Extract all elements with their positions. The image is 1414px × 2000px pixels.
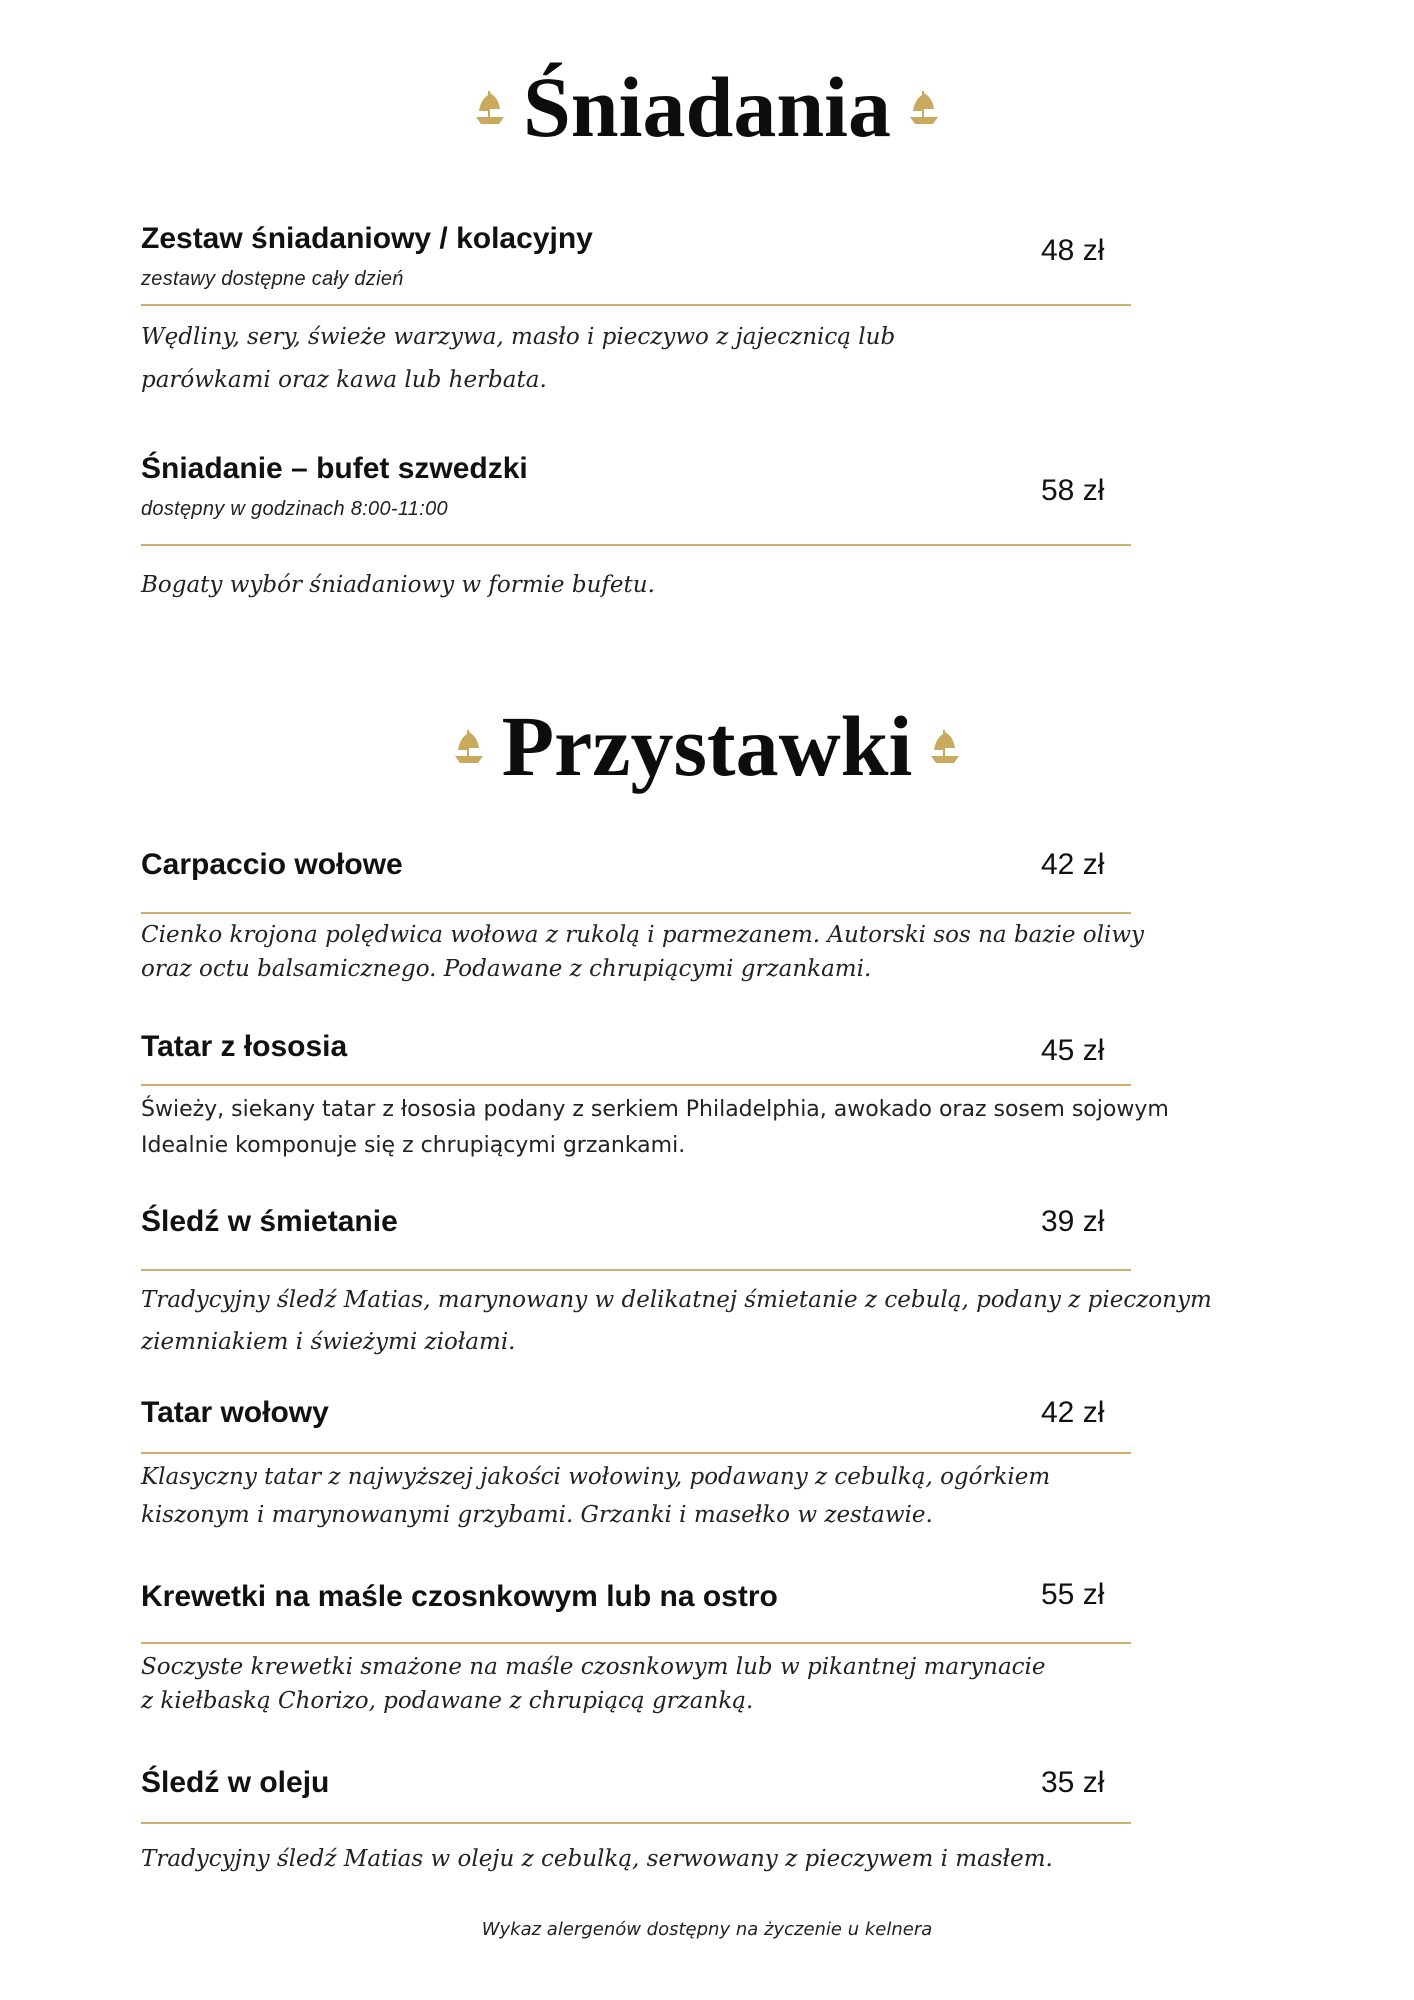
item-subtitle: dostępny w godzinach 8:00-11:00	[141, 498, 448, 520]
allergen-note: Wykaz alergenów dostępny na życzenie u kelnera	[481, 1919, 933, 1940]
item-description: Klasyczny tatar z najwyższej jakości wołowiny, podawany z cebulką, ogórkiem kiszonym i marynowanymi grzybami. Grzanki i masełko w zestawie.	[141, 1464, 1051, 1528]
item-subtitle: zestawy dostępne cały dzień	[141, 268, 404, 290]
item-name: Carpaccio wołowe	[141, 848, 403, 881]
divider	[141, 304, 1131, 306]
divider	[141, 1822, 1131, 1824]
item-description: Soczyste krewetki smażone na maśle czosnkowym lub w pikantnej marynacie z kiełbaską Chorizo, podawane z chrupiącą grzanką.	[141, 1654, 1046, 1714]
ship-icon	[452, 726, 486, 766]
item-description: Tradycyjny śledź Matias, marynowany w delikatnej śmietanie z cebulą, podany z pieczonym ziemniakiem i świeżymi ziołami.	[141, 1287, 1212, 1355]
divider	[141, 544, 1131, 546]
item-price: 42 zł	[1041, 1396, 1105, 1429]
divider	[141, 1642, 1131, 1644]
section-title-text: Śniadania	[522, 59, 892, 155]
item-description: Wędliny, sery, świeże warzywa, masło i pieczywo z jajecznicą lub parówkami oraz kawa lub herbata.	[141, 324, 896, 393]
item-description: Świeży, siekany tatar z łososia podany z serkiem Philadelphia, awokado oraz sosem sojowym Idealnie komponuje się z chrupiącymi grzankami.	[141, 1097, 1169, 1158]
item-price: 58 zł	[1041, 474, 1105, 507]
divider	[141, 1452, 1131, 1454]
divider	[141, 1269, 1131, 1271]
item-price: 42 zł	[1041, 848, 1105, 881]
ship-icon	[907, 87, 941, 127]
item-name: Śledź w oleju	[141, 1766, 330, 1799]
item-description: Tradycyjny śledź Matias w oleju z cebulką, serwowany z pieczywem i masłem.	[141, 1846, 1053, 1872]
item-name: Tatar z łososia	[141, 1030, 348, 1063]
item-name: Zestaw śniadaniowy / kolacyjny	[141, 222, 593, 255]
item-price: 39 zł	[1041, 1205, 1105, 1238]
item-price: 35 zł	[1041, 1766, 1105, 1799]
item-price: 55 zł	[1041, 1578, 1105, 1611]
item-description: Bogaty wybór śniadaniowy w formie bufetu.	[141, 572, 655, 598]
item-price: 45 zł	[1041, 1034, 1105, 1067]
item-name: Śniadanie – bufet szwedzki	[141, 452, 528, 485]
item-price: 48 zł	[1041, 234, 1105, 267]
ship-icon	[473, 87, 507, 127]
section-title-text: Przystawki	[501, 698, 913, 794]
divider	[141, 912, 1131, 914]
item-description: Cienko krojona polędwica wołowa z rukolą i parmezanem. Autorski sos na bazie oliwy oraz octu balsamicznego. Podawane z chrupiącymi grzankami.	[141, 922, 1145, 982]
ship-icon	[928, 726, 962, 766]
item-name: Tatar wołowy	[141, 1396, 329, 1429]
section-title-przystawki	[0, 698, 1414, 794]
section-title-sniadania	[0, 59, 1414, 155]
divider	[141, 1084, 1131, 1086]
item-name: Śledź w śmietanie	[141, 1205, 398, 1238]
item-name: Krewetki na maśle czosnkowym lub na ostro	[141, 1580, 778, 1613]
